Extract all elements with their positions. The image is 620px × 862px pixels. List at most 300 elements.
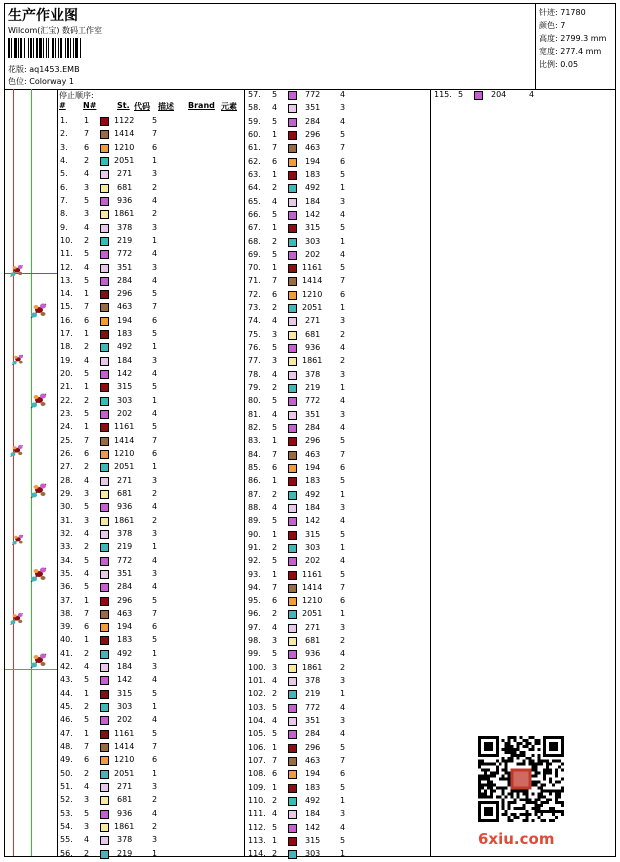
thread-color-swatch <box>100 303 109 312</box>
stitch-type: 4 <box>340 116 346 126</box>
thread-code: 183 <box>305 169 321 179</box>
stitch-type: 3 <box>340 809 346 819</box>
stitch-type: 1 <box>152 395 158 405</box>
stitch-type: 3 <box>340 316 346 326</box>
stop-row <box>60 569 240 582</box>
thread-code: 296 <box>305 129 321 139</box>
stop-number: 69. <box>248 249 261 259</box>
stitch-type: 3 <box>340 622 346 632</box>
stop-number: 63. <box>248 169 261 179</box>
thread-code: 2051 <box>114 155 135 165</box>
thread-code: 351 <box>305 716 321 726</box>
stop-row <box>248 436 428 449</box>
thread-color-swatch <box>100 450 109 459</box>
thread-color-swatch <box>288 717 297 726</box>
stitch-type: 1 <box>340 236 346 246</box>
thread-code: 463 <box>305 143 321 153</box>
stop-row <box>60 835 240 848</box>
thread-color-swatch <box>100 197 109 206</box>
stop-row <box>248 649 428 662</box>
thread-code: 1414 <box>302 582 323 592</box>
stitch-type: 5 <box>340 569 346 579</box>
needle-number: 4 <box>84 662 90 672</box>
stop-row <box>248 623 428 636</box>
stop-row <box>248 556 428 569</box>
thread-color-swatch <box>100 836 109 845</box>
stop-number: 109. <box>248 782 266 792</box>
stop-row <box>248 170 428 183</box>
design-height: 高度: 2799.3 mm <box>539 34 607 43</box>
needle-number: 1 <box>272 223 278 233</box>
needle-number: 5 <box>272 702 278 712</box>
thread-code: 1210 <box>302 289 323 299</box>
stop-row <box>248 410 428 423</box>
stop-number: 56. <box>60 848 73 858</box>
needle-number: 5 <box>272 249 278 259</box>
stop-number: 42. <box>60 662 73 672</box>
thread-color-swatch <box>100 210 109 219</box>
thread-color-swatch <box>288 624 297 633</box>
thread-code: 202 <box>305 249 321 259</box>
thread-code: 681 <box>117 488 133 498</box>
stop-number: 95. <box>248 596 261 606</box>
thread-color-swatch <box>288 331 297 340</box>
needle-number: 1 <box>84 422 90 432</box>
stitch-type: 7 <box>340 276 346 286</box>
needle-number: 5 <box>84 249 90 259</box>
needle-number: 2 <box>272 383 278 393</box>
thread-code: 303 <box>117 702 133 712</box>
thread-code: 183 <box>117 329 133 339</box>
stitch-type: 1 <box>340 383 346 393</box>
needle-number: 4 <box>272 676 278 686</box>
needle-number: 7 <box>272 276 278 286</box>
stitch-type: 5 <box>152 635 158 645</box>
stop-number: 17. <box>60 329 73 339</box>
stitch-type: 3 <box>340 676 346 686</box>
thread-color-swatch <box>100 397 109 406</box>
stop-row <box>60 302 240 315</box>
needle-number: 3 <box>272 329 278 339</box>
header-desc: 描述 <box>158 102 174 111</box>
stop-row <box>60 156 240 169</box>
stop-number: 52. <box>60 795 73 805</box>
stitch-type: 4 <box>152 249 158 259</box>
thread-color-swatch <box>288 211 297 220</box>
stop-row <box>60 329 240 342</box>
stop-number: 75. <box>248 329 261 339</box>
stitch-type: 6 <box>152 142 158 152</box>
stitch-type: 1 <box>340 303 346 313</box>
stitch-type: 1 <box>152 155 158 165</box>
thread-code: 936 <box>117 195 133 205</box>
stop-row <box>248 450 428 463</box>
thread-code: 194 <box>305 462 321 472</box>
embroidery-motif <box>8 262 26 280</box>
header-code: 代码 <box>134 102 150 111</box>
needle-number: 4 <box>272 622 278 632</box>
stop-row <box>60 382 240 395</box>
stitch-type: 7 <box>340 449 346 459</box>
stop-row <box>248 543 428 556</box>
stop-number: 21. <box>60 382 73 392</box>
stitch-type: 4 <box>152 502 158 512</box>
stop-row <box>60 582 240 595</box>
stop-number: 111. <box>248 809 266 819</box>
stop-row <box>248 516 428 529</box>
thread-color-swatch <box>288 597 297 606</box>
stitch-type: 4 <box>340 516 346 526</box>
stitch-type: 4 <box>340 249 346 259</box>
stop-number: 68. <box>248 236 261 246</box>
needle-number: 6 <box>272 596 278 606</box>
stop-row <box>60 396 240 409</box>
stitch-type: 3 <box>340 409 346 419</box>
stop-number: 76. <box>248 343 261 353</box>
watermark: 6xiu.com <box>478 830 555 848</box>
stop-row <box>248 370 428 383</box>
thread-color-swatch <box>100 570 109 579</box>
embroidery-motif <box>28 390 50 412</box>
thread-code: 284 <box>117 582 133 592</box>
stop-number: 101. <box>248 676 266 686</box>
needle-number: 3 <box>272 636 278 646</box>
thread-code: 936 <box>117 502 133 512</box>
stitch-type: 6 <box>152 315 158 325</box>
stop-row <box>248 596 428 609</box>
stop-number: 80. <box>248 396 261 406</box>
stitch-type: 3 <box>340 369 346 379</box>
thread-color-swatch <box>100 290 109 299</box>
stop-row <box>60 729 240 742</box>
thread-code: 303 <box>305 849 321 859</box>
needle-number: 6 <box>272 289 278 299</box>
stitch-type: 1 <box>340 542 346 552</box>
stop-number: 5. <box>60 169 68 179</box>
stop-row <box>248 783 428 796</box>
thread-color-swatch <box>288 118 297 127</box>
stitch-type: 4 <box>340 396 346 406</box>
stop-row <box>248 796 428 809</box>
thread-color-swatch <box>100 277 109 286</box>
thread-code: 142 <box>117 369 133 379</box>
stitch-type: 6 <box>340 769 346 779</box>
stop-row <box>60 742 240 755</box>
embroidery-motif <box>28 564 50 586</box>
thread-color-swatch <box>288 650 297 659</box>
stop-row <box>60 289 240 302</box>
thread-code: 219 <box>117 542 133 552</box>
needle-number: 4 <box>272 809 278 819</box>
stop-row <box>248 396 428 409</box>
stop-row <box>248 836 428 849</box>
stop-number: 115. <box>434 90 452 99</box>
needle-number: 4 <box>272 716 278 726</box>
thread-color-swatch <box>100 716 109 725</box>
stop-row <box>248 663 428 676</box>
thread-code: 492 <box>117 648 133 658</box>
stop-number: 48. <box>60 742 73 752</box>
stitch-type: 1 <box>152 542 158 552</box>
thread-code: 194 <box>117 622 133 632</box>
thread-code: 492 <box>117 342 133 352</box>
stop-number: 55. <box>60 835 73 845</box>
thread-color-swatch <box>100 810 109 819</box>
stop-number: 87. <box>248 489 261 499</box>
stitch-type: 1 <box>152 848 158 858</box>
thread-code: 936 <box>305 649 321 659</box>
thread-code: 219 <box>305 383 321 393</box>
stitch-type: 4 <box>340 649 346 659</box>
needle-number: 6 <box>272 769 278 779</box>
thread-code: 303 <box>117 395 133 405</box>
thread-color-swatch <box>100 224 109 233</box>
thread-color-swatch <box>288 477 297 486</box>
stop-row <box>248 503 428 516</box>
stop-number: 45. <box>60 702 73 712</box>
thread-code: 183 <box>305 476 321 486</box>
stop-row <box>60 143 240 156</box>
stitch-type: 4 <box>340 90 346 99</box>
stop-number: 40. <box>60 635 73 645</box>
stop-row <box>60 702 240 715</box>
needle-number: 1 <box>272 129 278 139</box>
thread-color-swatch <box>100 743 109 752</box>
stop-row <box>60 209 240 222</box>
stitch-type: 5 <box>152 422 158 432</box>
thread-color-swatch <box>100 437 109 446</box>
stop-row <box>60 356 240 369</box>
needle-number: 2 <box>272 849 278 859</box>
stop-number: 6. <box>60 182 68 192</box>
stop-row <box>248 609 428 622</box>
needle-number: 2 <box>272 489 278 499</box>
thread-color-swatch <box>100 477 109 486</box>
barcode-bar <box>81 38 82 58</box>
stop-number: 72. <box>248 289 261 299</box>
stop-row <box>60 809 240 822</box>
stitch-type: 2 <box>152 515 158 525</box>
thread-code: 772 <box>305 90 321 99</box>
stop-row <box>60 276 240 289</box>
thread-code: 1861 <box>302 356 323 366</box>
needle-number: 7 <box>84 302 90 312</box>
stitch-type: 4 <box>152 195 158 205</box>
needle-number: 1 <box>272 835 278 845</box>
stitch-type: 7 <box>340 756 346 765</box>
thread-code: 284 <box>117 275 133 285</box>
thread-color-swatch <box>100 264 109 273</box>
thread-color-swatch <box>288 238 297 247</box>
stop-number: 57. <box>248 90 261 99</box>
needle-number: 4 <box>272 409 278 419</box>
thread-color-swatch <box>100 756 109 765</box>
thread-color-swatch <box>288 850 297 859</box>
thread-color-swatch <box>100 250 109 259</box>
thread-code: 303 <box>305 236 321 246</box>
thread-color-swatch <box>288 770 297 779</box>
stop-row <box>60 795 240 808</box>
stitch-type: 4 <box>529 90 535 99</box>
stitch-type: 5 <box>340 169 346 179</box>
stitch-type: 7 <box>340 582 346 592</box>
thread-code: 296 <box>305 742 321 752</box>
needle-number: 5 <box>272 423 278 432</box>
stop-number: 114. <box>248 849 266 859</box>
stop-number: 90. <box>248 529 261 539</box>
thread-code: 351 <box>305 103 321 113</box>
needle-number: 1 <box>84 728 90 738</box>
embroidery-motif <box>11 533 26 548</box>
stop-number: 44. <box>60 688 73 698</box>
stitch-type: 5 <box>152 688 158 698</box>
needle-number: 6 <box>84 755 90 765</box>
stitch-type: 3 <box>152 528 158 538</box>
needle-number: 5 <box>272 90 278 99</box>
stop-row <box>248 809 428 822</box>
thread-color-swatch <box>288 224 297 233</box>
thread-code: 1161 <box>302 263 323 273</box>
needle-number: 5 <box>272 343 278 353</box>
needle-number: 1 <box>272 436 278 446</box>
needle-number: 2 <box>272 303 278 313</box>
thread-code: 284 <box>305 729 321 739</box>
needle-number: 7 <box>272 143 278 153</box>
thread-code: 184 <box>305 809 321 819</box>
stitch-type: 7 <box>152 302 158 312</box>
thread-color-swatch <box>288 531 297 540</box>
design-file-label: 花版: aq1453.EMB <box>8 65 80 74</box>
stop-number: 110. <box>248 795 266 805</box>
thread-color-swatch <box>288 158 297 167</box>
stop-number: 46. <box>60 715 73 725</box>
stitch-type: 7 <box>152 435 158 445</box>
thread-color-swatch <box>288 637 297 646</box>
needle-number: 2 <box>84 462 90 472</box>
stop-number: 58. <box>248 103 261 113</box>
thread-code: 315 <box>305 835 321 845</box>
needle-number: 3 <box>84 209 90 219</box>
header-needle: N# <box>83 101 97 110</box>
needle-number: 3 <box>84 488 90 498</box>
design-width: 宽度: 277.4 mm <box>539 47 602 56</box>
thread-code: 492 <box>305 183 321 193</box>
stop-row <box>248 237 428 250</box>
needle-number: 6 <box>84 622 90 632</box>
stitch-type: 3 <box>152 782 158 791</box>
needle-number: 5 <box>84 409 90 419</box>
needle-number: 1 <box>272 782 278 792</box>
thread-color-swatch <box>288 184 297 193</box>
stop-row <box>60 662 240 675</box>
needle-number: 1 <box>272 263 278 273</box>
stitch-type: 7 <box>152 742 158 752</box>
stitch-type: 5 <box>340 263 346 273</box>
thread-color-swatch <box>100 823 109 832</box>
stop-number: 8. <box>60 209 68 219</box>
stitch-type: 5 <box>340 742 346 752</box>
stop-number: 108. <box>248 769 266 779</box>
stop-number: 92. <box>248 556 261 566</box>
stop-number: 99. <box>248 649 261 659</box>
needle-number: 6 <box>272 462 278 472</box>
thread-color-swatch <box>288 384 297 393</box>
needle-number: 5 <box>84 195 90 205</box>
thread-code: 315 <box>305 529 321 539</box>
thread-color-swatch <box>100 583 109 592</box>
thread-color-swatch <box>288 491 297 500</box>
stitch-type: 5 <box>152 289 158 299</box>
stop-number: 25. <box>60 435 73 445</box>
stop-row <box>60 715 240 728</box>
thread-code: 681 <box>117 795 133 805</box>
production-sheet <box>4 3 616 857</box>
stitch-type: 5 <box>340 835 346 845</box>
thread-code: 492 <box>305 489 321 499</box>
thread-code: 2051 <box>302 609 323 619</box>
stop-number: 36. <box>60 582 73 592</box>
stop-row <box>248 476 428 489</box>
stitch-type: 5 <box>152 728 158 738</box>
needle-number: 2 <box>272 689 278 699</box>
stitch-type: 4 <box>340 822 346 832</box>
stitch-type: 5 <box>152 116 158 125</box>
thread-code: 351 <box>305 409 321 419</box>
needle-number: 2 <box>84 768 90 778</box>
thread-code: 1122 <box>114 116 135 125</box>
stitch-type: 4 <box>340 556 346 566</box>
stop-number: 14. <box>60 289 73 299</box>
thread-color-swatch <box>100 530 109 539</box>
thread-code: 219 <box>117 235 133 245</box>
needle-number: 4 <box>272 369 278 379</box>
needle-number: 4 <box>272 316 278 326</box>
stop-row <box>248 356 428 369</box>
stop-number: 93. <box>248 569 261 579</box>
stitch-type: 2 <box>152 182 158 192</box>
stop-row <box>60 782 240 795</box>
stop-number: 2. <box>60 129 68 139</box>
stitch-type: 1 <box>340 689 346 699</box>
embroidery-motif <box>11 353 26 368</box>
stitch-type: 1 <box>340 183 346 193</box>
stop-row <box>248 250 428 263</box>
stop-number: 97. <box>248 622 261 632</box>
stitch-type: 6 <box>340 289 346 299</box>
color-count: 颜色: 7 <box>539 21 566 30</box>
stitch-type: 3 <box>152 222 158 232</box>
stop-row <box>248 330 428 343</box>
thread-color-swatch <box>100 170 109 179</box>
stop-row <box>60 489 240 502</box>
thread-code: 303 <box>305 542 321 552</box>
thread-color-swatch <box>100 850 109 859</box>
stop-row <box>60 822 240 835</box>
thread-code: 194 <box>117 315 133 325</box>
thread-color-swatch <box>288 451 297 460</box>
stop-number: 37. <box>60 595 73 605</box>
stitch-type: 3 <box>152 568 158 578</box>
stop-number: 59. <box>248 116 261 126</box>
stitch-type: 3 <box>340 103 346 113</box>
stop-number: 10. <box>60 235 73 245</box>
thread-color-swatch <box>288 91 297 100</box>
needle-number: 6 <box>84 142 90 152</box>
thread-color-swatch <box>100 370 109 379</box>
stop-number: 49. <box>60 755 73 765</box>
stop-number: 71. <box>248 276 261 286</box>
stitch-type: 1 <box>152 648 158 658</box>
